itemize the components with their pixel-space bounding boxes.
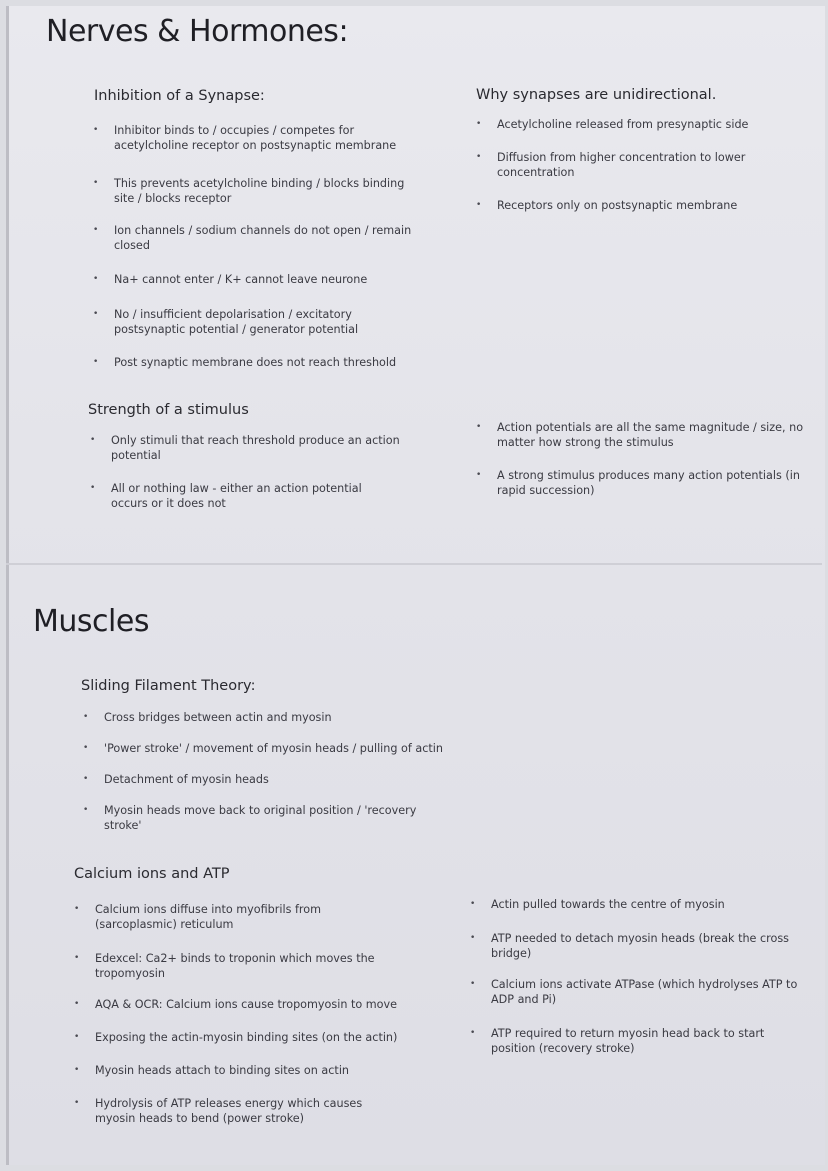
- list-item: • ATP required to return myosin head back to start position (recovery stroke): [470, 1026, 810, 1056]
- list-item: • No / insufficient depolarisation / excitatory postsynaptic potential / generator potential: [93, 307, 423, 337]
- list-item: • ATP needed to detach myosin heads (break the cross bridge): [470, 931, 810, 961]
- heading-why-unidirectional: Why synapses are unidirectional.: [476, 87, 717, 103]
- list-item: • A strong stimulus produces many action potentials (in rapid succession): [476, 468, 806, 498]
- list-calcium-left: [74, 902, 404, 1126]
- list-item: • Only stimuli that reach threshold produce an action potential: [90, 433, 400, 463]
- list-inhibition: [93, 123, 423, 370]
- list-item: • Post synaptic membrane does not reach threshold: [93, 355, 423, 370]
- list-item: • Exposing the actin-myosin binding sites (on the actin): [74, 1030, 404, 1045]
- list-item: • Myosin heads attach to binding sites on actin: [74, 1063, 404, 1078]
- list-strength-left: [90, 433, 400, 511]
- heading-inhibition-of-synapse: Inhibition of a Synapse:: [94, 88, 265, 104]
- list-item: • Receptors only on postsynaptic membrane: [476, 198, 806, 213]
- list-item: • Edexcel: Ca2+ binds to troponin which moves the tropomyosin: [74, 951, 404, 981]
- list-item: • Diffusion from higher concentration to lower concentration: [476, 150, 806, 180]
- list-item: • Myosin heads move back to original position / 'recovery stroke': [83, 803, 443, 833]
- list-sliding-filament: [83, 710, 443, 833]
- list-item: • AQA & OCR: Calcium ions cause tropomyosin to move: [74, 997, 404, 1012]
- list-item: • Detachment of myosin heads: [83, 772, 443, 787]
- list-unidirectional: [476, 117, 806, 213]
- heading-calcium-ions-atp: Calcium ions and ATP: [74, 866, 230, 882]
- list-item: • Na+ cannot enter / K+ cannot leave neurone: [93, 272, 423, 287]
- heading-sliding-filament-theory: Sliding Filament Theory:: [81, 678, 256, 694]
- list-item: • Calcium ions diffuse into myofibrils from (sarcoplasmic) reticulum: [74, 902, 404, 932]
- list-item: • This prevents acetylcholine binding / blocks binding site / blocks receptor: [93, 176, 423, 206]
- list-item: • Cross bridges between actin and myosin: [83, 710, 443, 725]
- list-item: • All or nothing law - either an action potential occurs or it does not: [90, 481, 400, 511]
- list-item: • Actin pulled towards the centre of myosin: [470, 897, 810, 912]
- heading-strength-of-stimulus: Strength of a stimulus: [88, 402, 249, 418]
- list-item: • Acetylcholine released from presynaptic side: [476, 117, 806, 132]
- list-item: • Action potentials are all the same magnitude / size, no matter how strong the stimulus: [476, 420, 806, 450]
- section-divider: [6, 563, 822, 565]
- list-item: • Calcium ions activate ATPase (which hydrolyses ATP to ADP and Pi): [470, 977, 810, 1007]
- list-strength-right: [476, 420, 806, 498]
- section-title-muscles: Muscles: [33, 604, 149, 639]
- list-item: • 'Power stroke' / movement of myosin heads / pulling of actin: [83, 741, 443, 756]
- section-title-nerves-hormones: Nerves & Hormones:: [46, 14, 349, 49]
- list-item: • Hydrolysis of ATP releases energy which causes myosin heads to bend (power stroke): [74, 1096, 404, 1126]
- list-item: • Ion channels / sodium channels do not open / remain closed: [93, 223, 423, 253]
- list-calcium-right: [470, 897, 810, 1056]
- list-item: • Inhibitor binds to / occupies / competes for acetylcholine receptor on postsynaptic membrane: [93, 123, 423, 153]
